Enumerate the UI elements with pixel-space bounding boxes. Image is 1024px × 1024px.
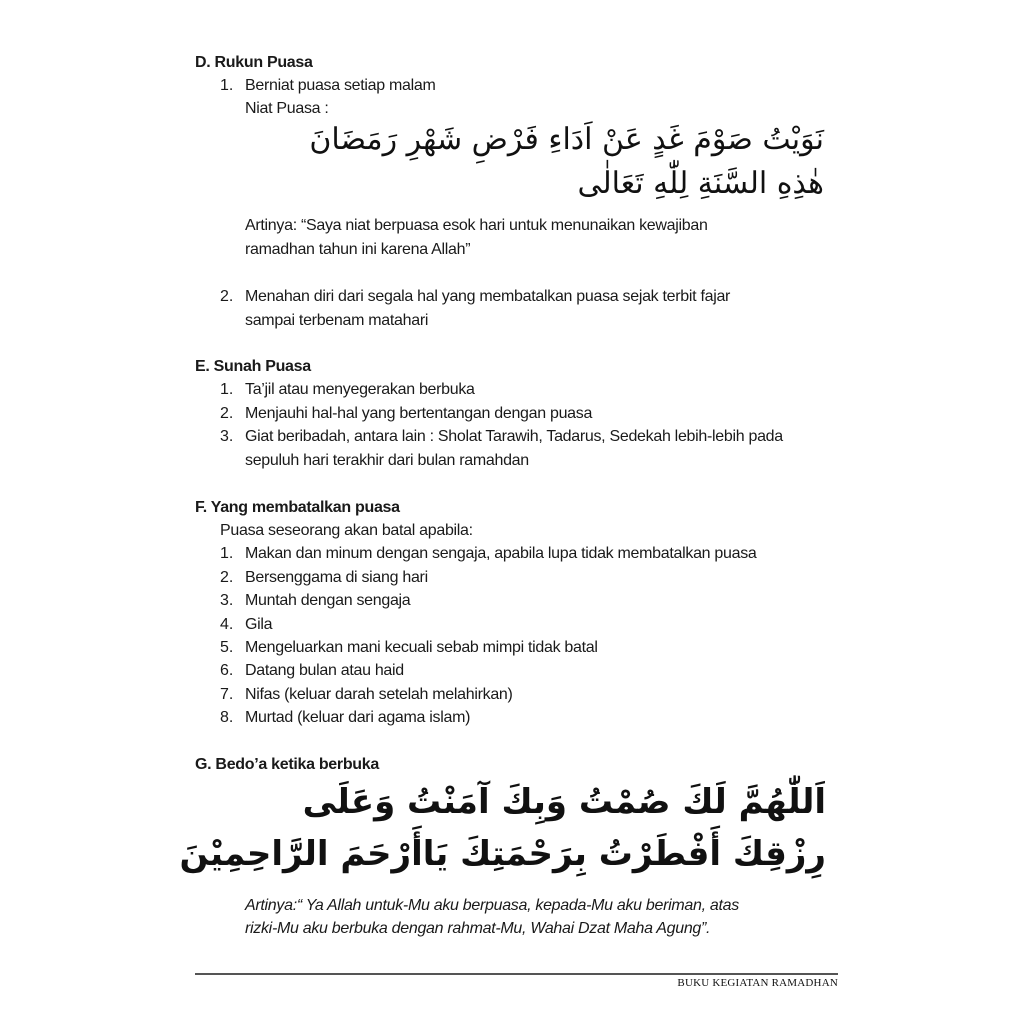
list-number: 1. <box>220 77 234 94</box>
doa-translation-line-1: Artinya:“ Ya Allah untuk-Mu aku berpuasa, kepada-Mu aku beriman, atas <box>245 897 739 914</box>
list-number: 8. <box>220 709 234 726</box>
list-item: Menahan diri dari segala hal yang membatalkan puasa sejak terbit fajar <box>245 288 731 305</box>
list-item: Datang bulan atau haid <box>245 662 404 679</box>
footer-divider <box>195 973 838 975</box>
list-number: 3. <box>220 592 234 609</box>
list-item: Bersenggama di siang hari <box>245 569 428 586</box>
list-number: 6. <box>220 662 234 679</box>
list-item-continued: sepuluh hari terakhir dari bulan ramahdan <box>245 452 529 469</box>
list-number: 5. <box>220 639 234 656</box>
list-item: Gila <box>245 616 273 633</box>
list-item-continued: sampai terbenam matahari <box>245 312 429 329</box>
niat-translation-line-1: Artinya: “Saya niat berpuasa esok hari untuk menunaikan kewajiban <box>245 217 708 234</box>
section-f-heading: F. Yang membatalkan puasa <box>195 499 400 516</box>
section-d-heading: D. Rukun Puasa <box>195 54 313 71</box>
list-item: Nifas (keluar darah setelah melahirkan) <box>245 686 513 703</box>
list-number: 4. <box>220 616 234 633</box>
list-item: Menjauhi hal-hal yang bertentangan dengan puasa <box>245 405 593 422</box>
doa-translation-line-2: rizki-Mu aku berbuka dengan rahmat-Mu, Wahai Dzat Maha Agung”. <box>245 920 711 937</box>
niat-translation-line-2: ramadhan tahun ini karena Allah” <box>245 241 471 258</box>
section-g-heading: G. Bedo’a ketika berbuka <box>195 756 379 773</box>
list-item: Giat beribadah, antara lain : Sholat Tarawih, Tadarus, Sedekah lebih-lebih pada <box>245 428 783 445</box>
doa-arabic-line-2: رِزْقِكَ أَفْطَرْتُ بِرَحْمَتِكَ يَاأَرْحَمَ الرَّاحِمِيْنَ <box>179 834 826 874</box>
niat-arabic-line-1: نَوَيْتُ صَوْمَ غَدٍ عَنْ اَدَاءِ فَرْضِ شَهْرِ رَمَضَانَ <box>309 122 824 157</box>
list-item: Murtad (keluar dari agama islam) <box>245 709 471 726</box>
list-number: 1. <box>220 381 234 398</box>
section-f-intro: Puasa seseorang akan batal apabila: <box>220 522 473 539</box>
list-number: 2. <box>220 569 234 586</box>
list-number: 2. <box>220 288 234 305</box>
section-e-heading: E. Sunah Puasa <box>195 358 311 375</box>
list-item: Muntah dengan sengaja <box>245 592 411 609</box>
doa-arabic-line-1: اَللّٰهُمَّ لَكَ صُمْتُ وَبِكَ آمَنْتُ وَعَلَى <box>302 782 826 822</box>
niat-label: Niat Puasa : <box>245 100 329 117</box>
list-item: Makan dan minum dengan sengaja, apabila lupa tidak membatalkan puasa <box>245 545 757 562</box>
list-item: Mengeluarkan mani kecuali sebab mimpi tidak batal <box>245 639 598 656</box>
list-item: Berniat puasa setiap malam <box>245 77 436 94</box>
list-number: 7. <box>220 686 234 703</box>
list-number: 1. <box>220 545 234 562</box>
niat-arabic-line-2: هٰذِهِ السَّنَةِ لِلّٰهِ تَعَالٰى <box>577 166 824 201</box>
list-item: Ta’jil atau menyegerakan berbuka <box>245 381 475 398</box>
list-number: 2. <box>220 405 234 422</box>
list-number: 3. <box>220 428 234 445</box>
footer-title: BUKU KEGIATAN RAMADHAN <box>677 977 838 989</box>
